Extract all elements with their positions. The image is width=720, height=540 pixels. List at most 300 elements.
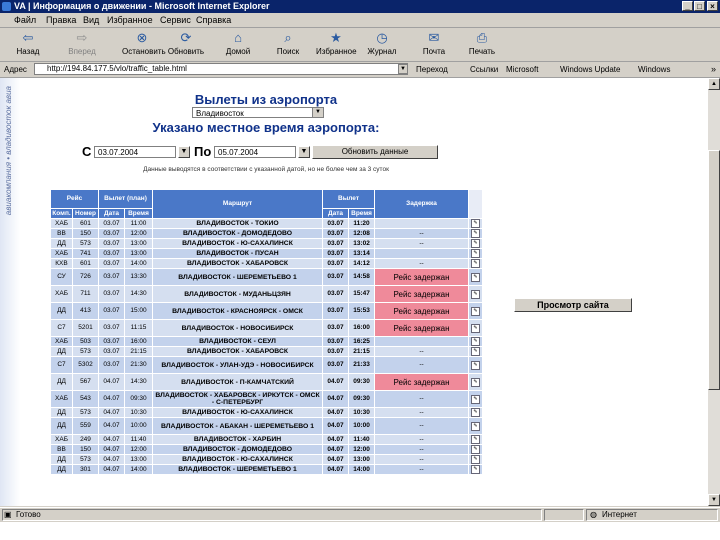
menu-file[interactable]: Файл [14,15,37,25]
details-icon[interactable]: ✎ [471,324,480,333]
cell-dep-date: 03.07 [323,259,349,269]
bottom-band [0,522,720,540]
cell-plan-time: 13:00 [125,239,153,249]
cell-route: ВЛАДИВОСТОК - ДОМОДЕДОВО [153,445,323,455]
cell-delay: -- [375,445,469,455]
details-icon[interactable]: ✎ [471,239,480,248]
cell-number: 741 [73,249,99,259]
links-label: Ссылки [470,65,499,74]
cell-dep-time: 14:58 [349,269,375,286]
update-data-button[interactable]: Обновить данные [312,145,438,159]
cell-company: СУ [51,269,73,286]
cell-dep-time: 16:25 [349,337,375,347]
header-delay: Задержка [375,190,469,219]
home-button[interactable]: ⌂ Домой [225,30,251,56]
cell-route: ВЛАДИВОСТОК - ДОМОДЕДОВО [153,229,323,239]
details-icon[interactable]: ✎ [471,249,480,258]
cell-dep-date: 04.07 [323,465,349,475]
details-icon[interactable]: ✎ [471,273,480,282]
cell-route: ВЛАДИВОСТОК - СЕУЛ [153,337,323,347]
cell-plan-date: 04.07 [99,418,125,435]
status-text: Готово [16,510,41,519]
page-done-icon: ▣ [4,510,12,519]
page-title: Вылеты из аэропорта [194,92,338,107]
cell-number: 249 [73,435,99,445]
minimize-button[interactable]: _ [682,1,693,11]
header-flight: Рейс [51,190,99,209]
cell-dep-date: 04.07 [323,418,349,435]
menu-favorites[interactable]: Избранное [107,15,153,25]
page-content [50,78,482,506]
header-dep-plan: Вылет (план) [99,190,153,209]
cell-plan-date: 04.07 [99,391,125,408]
status-panel-empty [544,509,584,521]
cell-details[interactable] [469,418,483,435]
cell-company: ХАБ [51,286,73,303]
address-dropdown-icon[interactable]: ▼ [398,64,408,74]
cell-plan-time: 15:00 [125,303,153,320]
cell-dep-date: 04.07 [323,391,349,408]
table-row [51,286,483,303]
city-select[interactable] [192,107,324,118]
cell-plan-date: 03.07 [99,303,125,320]
cell-route: ВЛАДИВОСТОК - МУДАНЬЦЗЯН [153,286,323,303]
table-row [51,391,483,408]
cell-plan-time: 13:30 [125,269,153,286]
cell-dep-date: 04.07 [323,455,349,465]
cell-company: С7 [51,320,73,337]
table-row [51,408,483,418]
cell-plan-date: 03.07 [99,239,125,249]
address-input[interactable]: http://194.84.177.5/vlo/traffic_table.html [34,63,408,75]
cell-plan-time: 13:00 [125,455,153,465]
cell-route: ВЛАДИВОСТОК - ТОКИО [153,219,323,229]
to-date-dropdown-icon[interactable]: ▼ [298,146,310,158]
header-icon-col [469,190,483,219]
chevron-down-icon: ▼ [312,108,323,117]
cell-delay: -- [375,229,469,239]
cell-route: ВЛАДИВОСТОК - Ю-САХАЛИНСК [153,455,323,465]
cell-plan-date: 03.07 [99,337,125,347]
cell-dep-time: 14:00 [349,465,375,475]
cell-dep-time: 13:00 [349,455,375,465]
cell-delay: -- [375,435,469,445]
details-icon[interactable]: ✎ [471,465,480,474]
to-date-input[interactable]: 05.07.2004 [214,146,296,158]
header-dep: Вылет [323,190,375,209]
cell-plan-time: 11:40 [125,435,153,445]
cell-plan-date: 03.07 [99,249,125,259]
cell-plan-date: 04.07 [99,445,125,455]
cell-number: 573 [73,347,99,357]
table-row [51,455,483,465]
header-date: Дата [99,209,125,219]
table-row [51,259,483,269]
cell-plan-date: 03.07 [99,320,125,337]
close-button[interactable]: × [707,1,718,11]
table-row [51,269,483,286]
cell-number: 567 [73,374,99,391]
cell-company: ДД [51,347,73,357]
date-range-bar [50,144,482,160]
home-icon: ⌂ [234,30,242,45]
cell-route: ВЛАДИВОСТОК - АБАКАН - ШЕРЕМЕТЬЕВО 1 [153,418,323,435]
header-number: Номер [73,209,99,219]
cell-plan-date: 04.07 [99,435,125,445]
favorites-button[interactable]: ★ Избранное [316,30,357,56]
cell-dep-date: 03.07 [323,269,349,286]
cell-plan-date: 03.07 [99,269,125,286]
cell-details[interactable] [469,239,483,249]
cell-delay: -- [375,347,469,357]
cell-dep-date: 03.07 [323,347,349,357]
cell-route: ВЛАДИВОСТОК - ХАБАРОВСК [153,259,323,269]
search-icon: ⌕ [284,30,292,45]
go-button[interactable]: Переход [416,65,448,74]
cell-delay: -- [375,357,469,374]
cell-route: ВЛАДИВОСТОК - КРАСНОЯРСК - ОМСК [153,303,323,320]
cell-number: 559 [73,418,99,435]
refresh-icon: ⟳ [180,30,192,45]
cell-plan-date: 03.07 [99,219,125,229]
cell-delay: -- [375,391,469,408]
to-label: По [194,144,212,159]
table-row [51,465,483,475]
address-label: Адрес [4,65,27,74]
cell-dep-date: 04.07 [323,408,349,418]
link-windows[interactable]: Windows [638,65,671,74]
cell-route: ВЛАДИВОСТОК - Ю-САХАЛИНСК [153,239,323,249]
details-icon[interactable]: ✎ [471,259,480,268]
cell-plan-date: 03.07 [99,229,125,239]
cell-route: ВЛАДИВОСТОК - ХАРБИН [153,435,323,445]
cell-plan-time: 14:00 [125,259,153,269]
cell-delay [375,337,469,347]
cell-route: ВЛАДИВОСТОК - ПУСАН [153,249,323,259]
cell-details[interactable] [469,249,483,259]
back-button[interactable]: ⇦ Назад [16,30,40,56]
cell-plan-time: 12:00 [125,445,153,455]
cell-number: 5302 [73,357,99,374]
cell-company: С7 [51,357,73,374]
cell-dep-time: 10:00 [349,418,375,435]
search-button[interactable]: ⌕ Поиск [276,30,300,56]
cell-route: ВЛАДИВОСТОК - УЛАН-УДЭ - НОВОСИБИРСК [153,357,323,374]
table-row [51,219,483,229]
details-icon[interactable]: ✎ [471,219,480,228]
cell-company: ДД [51,465,73,475]
scroll-down-icon[interactable]: ▼ [708,494,720,506]
status-bar [0,507,720,522]
table-row [51,418,483,435]
cell-delay: Рейс задержан [375,374,469,391]
cell-number: 711 [73,286,99,303]
address-bar [0,62,720,78]
cell-plan-time: 14:00 [125,465,153,475]
left-decor-strip [0,78,20,506]
cell-company: ВВ [51,445,73,455]
toolbar [0,28,720,62]
cell-details[interactable] [469,269,483,286]
cell-company: КХВ [51,259,73,269]
left-strip-text: авиакомпания • владивосток авиа [4,86,13,216]
page-subtitle: Указано местное время аэропорта: [152,120,380,135]
header-company: Комп. [52,209,71,217]
details-icon[interactable]: ✎ [471,229,480,238]
date-note: Данные выводятся в соответствии с указанной датой, но не более чем за 3 суток [143,166,389,173]
cell-details[interactable] [469,465,483,475]
table-row [51,347,483,357]
cell-details[interactable] [469,374,483,391]
cell-dep-date: 04.07 [323,445,349,455]
cell-dep-time: 13:02 [349,239,375,249]
cell-number: 543 [73,391,99,408]
scroll-up-icon[interactable]: ▲ [708,78,720,90]
table-row [51,435,483,445]
menu-bar [0,13,720,28]
menu-help[interactable]: Справка [196,15,232,25]
view-site-button[interactable]: Просмотр сайта [514,298,632,312]
cell-plan-date: 04.07 [99,465,125,475]
mail-button[interactable]: ✉ Почта [422,30,446,56]
cell-company: ХАБ [51,219,73,229]
cell-company: ДД [51,418,73,435]
cell-plan-time: 10:30 [125,408,153,418]
from-label: С [82,144,92,159]
refresh-button[interactable]: ⟳ Обновить [167,30,205,56]
cell-dep-date: 04.07 [323,435,349,445]
cell-plan-date: 03.07 [99,357,125,374]
page-viewport [0,78,708,506]
cell-dep-time: 12:08 [349,229,375,239]
cell-details[interactable] [469,219,483,229]
cell-route: ВЛАДИВОСТОК - ШЕРЕМЕТЬЕВО 1 [153,465,323,475]
cell-route: ВЛАДИВОСТОК - ХАБАРОВСК [153,347,323,357]
scrollbar-thumb[interactable] [708,150,720,390]
table-row [51,374,483,391]
cell-delay [375,219,469,229]
cell-dep-time: 21:33 [349,357,375,374]
cell-company: ДД [51,374,73,391]
details-icon[interactable]: ✎ [471,395,480,404]
window-titlebar [0,0,720,13]
cell-plan-time: 09:30 [125,391,153,408]
cell-route: ВЛАДИВОСТОК - НОВОСИБИРСК [153,320,323,337]
table-row [51,303,483,320]
header-dep-time: Время [349,209,375,219]
cell-details[interactable] [469,229,483,239]
departures-table [50,189,483,475]
cell-company: ХАБ [51,249,73,259]
ie-logo-icon [2,2,11,11]
cell-delay: -- [375,408,469,418]
cell-plan-time: 11:15 [125,320,153,337]
mail-icon: ✉ [428,30,440,45]
cell-plan-date: 04.07 [99,374,125,391]
details-icon[interactable]: ✎ [471,361,480,370]
cell-number: 301 [73,465,99,475]
table-row [51,239,483,249]
window-title: VA | Информация о движении - Microsoft Internet Explorer [14,1,270,11]
cell-number: 150 [73,229,99,239]
cell-number: 503 [73,337,99,347]
cell-details[interactable] [469,259,483,269]
details-icon[interactable]: ✎ [471,337,480,346]
cell-delay: Рейс задержан [375,286,469,303]
cell-dep-date: 04.07 [323,374,349,391]
cell-details[interactable] [469,303,483,320]
cell-plan-date: 04.07 [99,455,125,465]
cell-plan-time: 16:00 [125,337,153,347]
cell-route: ВЛАДИВОСТОК - ШЕРЕМЕТЬЕВО 1 [153,269,323,286]
cell-dep-time: 09:30 [349,391,375,408]
cell-plan-time: 14:30 [125,286,153,303]
cell-delay: -- [375,465,469,475]
cell-dep-date: 03.07 [323,219,349,229]
cell-plan-date: 04.07 [99,408,125,418]
cell-route: ВЛАДИВОСТОК - ХАБАРОВСК - ИРКУТСК - ОМСК - С-ПЕТЕРБУРГ [153,391,323,408]
cell-number: 573 [73,408,99,418]
cell-dep-date: 03.07 [323,239,349,249]
cell-plan-time: 21:30 [125,357,153,374]
header-time: Время [125,209,153,219]
cell-number: 573 [73,455,99,465]
cell-dep-time: 09:30 [349,374,375,391]
cell-number: 601 [73,259,99,269]
cell-details[interactable] [469,286,483,303]
cell-dep-time: 15:53 [349,303,375,320]
details-icon[interactable]: ✎ [471,347,480,356]
stop-icon: ⊗ [136,30,148,45]
cell-number: 413 [73,303,99,320]
print-icon: ⎙ [476,30,488,45]
cell-delay: -- [375,418,469,435]
cell-company: ДД [51,239,73,249]
details-icon[interactable]: ✎ [471,422,480,431]
menu-view[interactable]: Вид [83,15,100,25]
details-icon[interactable]: ✎ [471,408,480,417]
cell-plan-date: 03.07 [99,347,125,357]
cell-company: ДД [51,455,73,465]
cell-dep-date: 03.07 [323,286,349,303]
cell-number: 150 [73,445,99,455]
cell-details[interactable] [469,320,483,337]
cell-dep-date: 03.07 [323,229,349,239]
cell-number: 573 [73,239,99,249]
details-icon[interactable]: ✎ [471,378,480,387]
chevron-right-icon[interactable]: » [711,64,717,74]
details-icon[interactable]: ✎ [471,445,480,454]
cell-number: 726 [73,269,99,286]
cell-dep-time: 11:40 [349,435,375,445]
table-row [51,249,483,259]
cell-number: 5201 [73,320,99,337]
cell-dep-time: 10:30 [349,408,375,418]
history-icon: ◷ [376,30,388,45]
cell-details[interactable] [469,391,483,408]
table-row [51,337,483,347]
cell-company: ДД [51,303,73,320]
cell-dep-time: 11:20 [349,219,375,229]
cell-dep-time: 13:14 [349,249,375,259]
cell-delay: Рейс задержан [375,320,469,337]
cell-dep-date: 03.07 [323,357,349,374]
details-icon[interactable]: ✎ [471,307,480,316]
cell-details[interactable] [469,347,483,357]
cell-dep-date: 03.07 [323,303,349,320]
cell-plan-time: 21:15 [125,347,153,357]
cell-delay: -- [375,239,469,249]
internet-zone-icon: ◍ [590,510,597,519]
vertical-scrollbar[interactable] [708,78,720,506]
print-button[interactable]: ⎙ Печать [468,30,496,56]
details-icon[interactable]: ✎ [471,290,480,299]
cell-plan-time: 14:30 [125,374,153,391]
details-icon[interactable]: ✎ [471,435,480,444]
menu-edit[interactable]: Правка [46,15,77,25]
cell-details[interactable] [469,337,483,347]
stop-button[interactable]: ⊗ Остановить [122,30,166,56]
cell-details[interactable] [469,445,483,455]
link-microsoft[interactable]: Microsoft [506,65,539,74]
cell-plan-time: 13:00 [125,249,153,259]
cell-delay [375,249,469,259]
cell-dep-date: 03.07 [323,337,349,347]
cell-details[interactable] [469,455,483,465]
forward-arrow-icon: ⇨ [76,30,88,45]
cell-dep-date: 03.07 [323,249,349,259]
cell-delay: -- [375,259,469,269]
cell-delay: Рейс задержан [375,303,469,320]
forward-button[interactable]: ⇨ Вперед [68,30,96,56]
cell-plan-time: 10:00 [125,418,153,435]
cell-dep-time: 12:00 [349,445,375,455]
cell-details[interactable] [469,357,483,374]
header-route: Маршрут [153,190,323,219]
status-panel-main [2,509,542,521]
cell-delay: -- [375,455,469,465]
favorites-icon: ★ [330,30,342,45]
cell-dep-time: 16:00 [349,320,375,337]
cell-company: ХАБ [51,435,73,445]
from-date-input[interactable]: 03.07.2004 [94,146,176,158]
back-arrow-icon: ⇦ [22,30,34,45]
table-row [51,320,483,337]
from-date-dropdown-icon[interactable]: ▼ [178,146,190,158]
cell-details[interactable] [469,435,483,445]
cell-delay: Рейс задержан [375,269,469,286]
cell-plan-date: 03.07 [99,286,125,303]
link-windows-update[interactable]: Windows Update [560,65,621,74]
details-icon[interactable]: ✎ [471,455,480,464]
city-select-value: Владивосток [196,109,244,118]
cell-details[interactable] [469,408,483,418]
flight-rows [51,219,483,475]
menu-tools[interactable]: Сервис [160,15,191,25]
cell-route: ВЛАДИВОСТОК - Ю-САХАЛИНСК [153,408,323,418]
cell-number: 601 [73,219,99,229]
cell-plan-time: 12:00 [125,229,153,239]
cell-dep-time: 21:15 [349,347,375,357]
cell-plan-time: 11:00 [125,219,153,229]
history-button[interactable]: ◷ Журнал [367,30,397,56]
cell-dep-time: 14:12 [349,259,375,269]
cell-company: ХАБ [51,337,73,347]
maximize-button[interactable]: □ [694,1,705,11]
cell-company: ДД [51,408,73,418]
cell-company: ХАБ [51,391,73,408]
status-zone: Интернет [602,510,637,519]
